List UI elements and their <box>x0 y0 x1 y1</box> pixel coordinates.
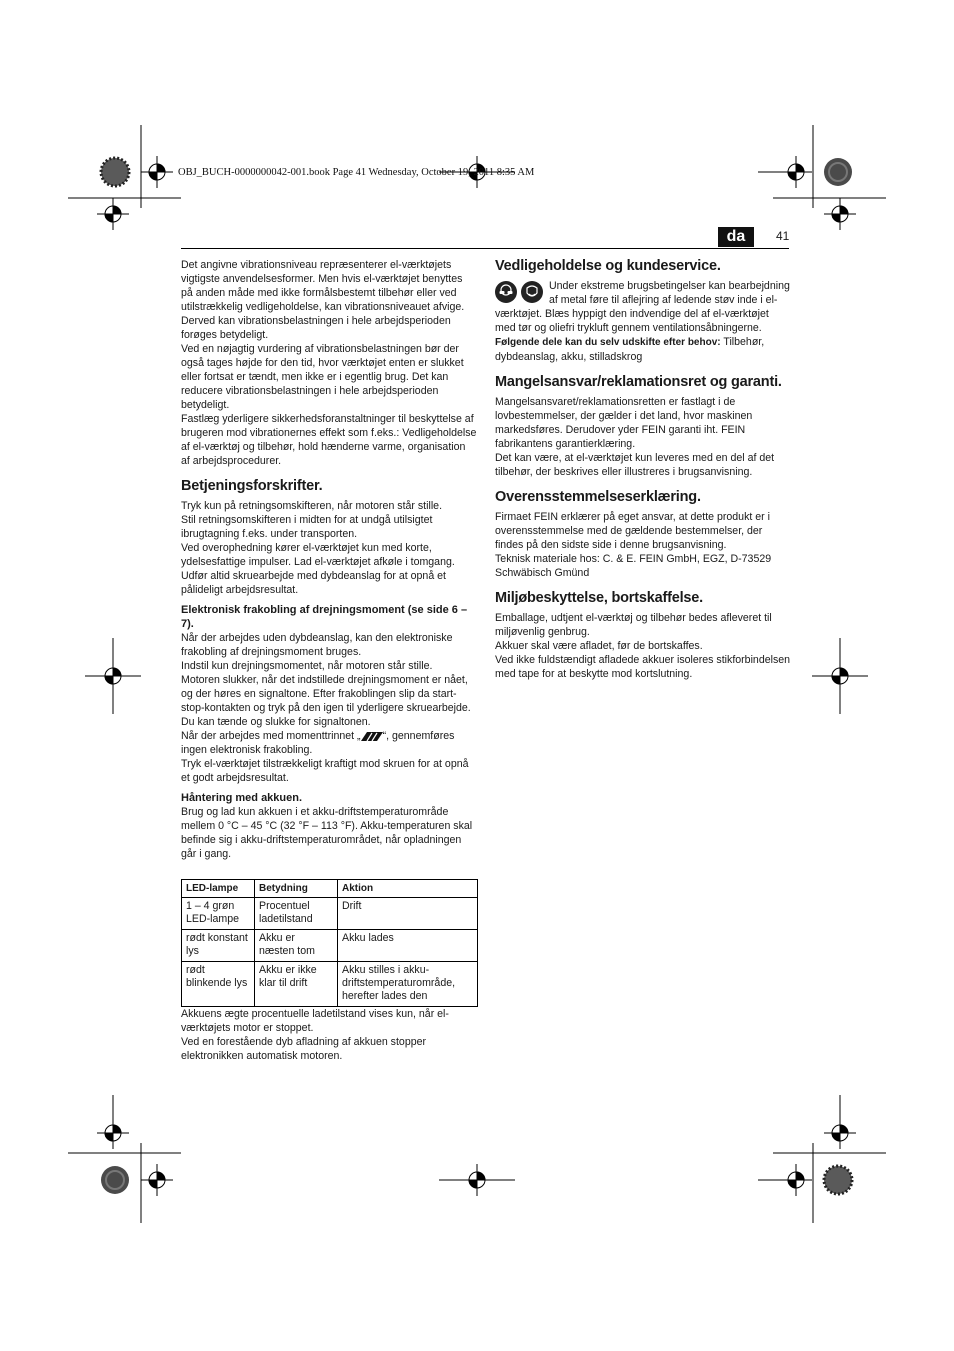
table-cell: Drift <box>338 898 478 930</box>
safety-icons <box>495 281 543 303</box>
section-heading: Vedligeholdelse og kundeservice. <box>495 258 721 274</box>
language-badge: da <box>718 227 754 247</box>
paragraph: Indstil kun drejningsmomentet, når motoren står stille. <box>181 660 433 672</box>
paragraph: Ved overophedning kører el-værktøjet kun med korte, ydelsesfattige impulser. Lad el-værktøjet afkøle i tomgang. <box>181 542 455 568</box>
section-heading: Betjeningsforskrifter. <box>181 478 323 494</box>
table-header-cell: Betydning <box>255 880 338 898</box>
paragraph: Mangelsansvaret/reklamationsretten er fastlagt i de lovbestemmelser, der gælder i det land, hvor maskinen markedsføres. Derudover yder FEIN garanti iht. FEIN fabrikantens garantierklæring. <box>495 396 753 450</box>
text-span: Når der arbejdes med momenttrinnet „ <box>181 730 361 742</box>
text-span: Tilbehør, dybdeanslag, akku, stilladskrog <box>495 336 765 363</box>
paragraph: Motoren slukker, når det indstillede drejningsmoment er nået, og der høres en signaltone. Efter frakoblingen slip da start-stop-kontakten og tryk på den igen til yderligere skruearbejde. <box>181 674 471 714</box>
section-heading: Mangelsansvar/reklamationsret og garanti. <box>495 374 782 390</box>
paragraph: Akkuer skal være afladet, før de bortskaffes. <box>495 640 703 652</box>
eye-protection-icon <box>495 281 517 303</box>
paragraph <box>495 335 791 364</box>
section-heading: Miljøbeskyttelse, bortskaffelse. <box>495 590 703 606</box>
paragraph: Under ekstreme brugsbetingelser kan bearbejdning af metal føre til aflejring af ledende støv inde i el-værktøjet. Blæs hyppigt den indvendige del af el-værktøjet med tør og oliefri trykluft gennem ventilationsåbningerne. <box>495 280 790 334</box>
table-cell: Akku er næsten tom <box>255 930 338 962</box>
table-header-cell: Aktion <box>338 880 478 898</box>
paragraph: Ved en nøjagtig vurdering af vibrationsbelastningen bør der også tages højde for den tid, hvor værktøjet enten er slukket eller fortsat er tændt, men ikke er i egentlig brug. Det kan reducere vibrationsbelastningen i hele arbejdsperioden betydeligt. <box>181 343 464 411</box>
section-heading: Overensstemmelseserklæring. <box>495 489 701 505</box>
right-column <box>495 258 791 681</box>
paragraph: Det angivne vibrationsniveau repræsenterer el-værktøjets vigtigste anvendelsesformer. Men hvis el-værktøjet benyttes på anden måde med ikke formålsbestemt tilbehør eller ved utilstrækkelig vedligeholdelse, kan vibrationsniveauet afvige. Derved kan vibrationsbelastningen i hele arbejdsperioden forøges betydeligt. <box>181 259 465 341</box>
paragraph: Teknisk materiale hos: C. & E. FEIN GmbH, EGZ, D-73529 Schwäbisch Gmünd <box>495 553 772 579</box>
table-cell: Akku er ikke klar til drift <box>255 962 338 1007</box>
table-row <box>182 962 478 1007</box>
table-cell: rødt konstant lys <box>182 930 255 962</box>
table-header-cell: LED-lampe <box>182 880 255 898</box>
paragraph: Stil retningsomskifteren i midten for at undgå utilsigtet ibrugtagning f.eks. under transporten. <box>181 514 433 540</box>
table-header-row <box>182 880 478 898</box>
table-cell: 1 – 4 grøn LED-lampe <box>182 898 255 930</box>
paragraph: Du kan tænde og slukke for signaltonen. <box>181 716 371 728</box>
paragraph: Brug og lad kun akkuen i et akku-driftstemperaturområde mellem 0 °C – 45 °C (32 °F – 113 °F). Akku-temperaturen skal befinde sig i akku-driftstemperaturområdet, når opladningen går i gang. <box>181 806 473 860</box>
table-cell: Procentuel ladetilstand <box>255 898 338 930</box>
book-info-line: OBJ_BUCH-0000000042-001.book Page 41 Wednesday, October 19, 2011 8:35 AM <box>178 167 535 178</box>
dust-mask-icon <box>521 281 543 303</box>
paragraph: Fastlæg yderligere sikkerhedsforanstaltninger til beskyttelse af brugeren mod vibrationernes effekt som f.eks.: Vedligeholdelse af el-værktøj og tilbehør, hold hænderne varme, organisation af arbejdsprocedurer. <box>181 413 477 467</box>
subsection-heading: Håntering med akkuen. <box>181 792 303 804</box>
paragraph: Ved ikke fuldstændigt afladede akkuer isoleres stikforbindelsen med tape for at beskytte mod kortslutning. <box>495 654 791 680</box>
header-rule <box>181 248 789 249</box>
table-row <box>182 898 478 930</box>
left-column <box>181 258 477 1063</box>
paragraph: Tryk el-værktøjet tilstrækkeligt kraftigt mod skruen for at opnå et godt arbejdsresultat. <box>181 758 469 784</box>
paragraph: Firmaet FEIN erklærer på eget ansvar, at dette produkt er i overensstemmelse med de gældende bestemmelser, der findes på den sidste side i denne brugsanvisning. <box>495 511 770 551</box>
table-cell: Akku lades <box>338 930 478 962</box>
paragraph: Det kan være, at el-værktøjet kun leveres med en del af det tilbehør, der beskrives eller illustreres i brugsanvisning. <box>495 452 775 478</box>
table-row <box>182 930 478 962</box>
paragraph: Tryk kun på retningsomskifteren, når motoren står stille. <box>181 500 443 512</box>
table-cell: rødt blinkende lys <box>182 962 255 1007</box>
led-status-table <box>181 879 478 1007</box>
lead-text: Følgende dele kan du selv udskifte efter behov: <box>495 337 721 348</box>
paragraph: Udfør altid skruearbejde med dybdeanslag for at opnå et pålideligt arbejdsresultat. <box>181 570 446 596</box>
table-cell: Akku stilles i akku-driftstemperaturområde, herefter lades den <box>338 962 478 1007</box>
paragraph <box>181 729 477 757</box>
paragraph: Når der arbejdes uden dybdeanslag, kan den elektroniske frakobling af drejningsmoment bruges. <box>181 632 453 658</box>
text-span: “, gennemføres ingen elektronisk frakobling. <box>181 730 455 756</box>
subsection-heading: Elektronisk frakobling af drejningsmoment (se side 6 – 7). <box>181 604 468 630</box>
paragraph: Ved en forestående dyb afladning af akkuen stopper elektronikken automatisk motoren. <box>181 1036 427 1062</box>
paragraph: Emballage, udtjent el-værktøj og tilbehør bedes afleveret til miljøvenlig genbrug. <box>495 612 772 638</box>
page-number: 41 <box>776 229 790 243</box>
paragraph: Akkuens ægte procentuelle ladetilstand vises kun, når el-værktøjets motor er stoppet. <box>181 1008 449 1034</box>
torque-stage-icon <box>361 732 383 741</box>
